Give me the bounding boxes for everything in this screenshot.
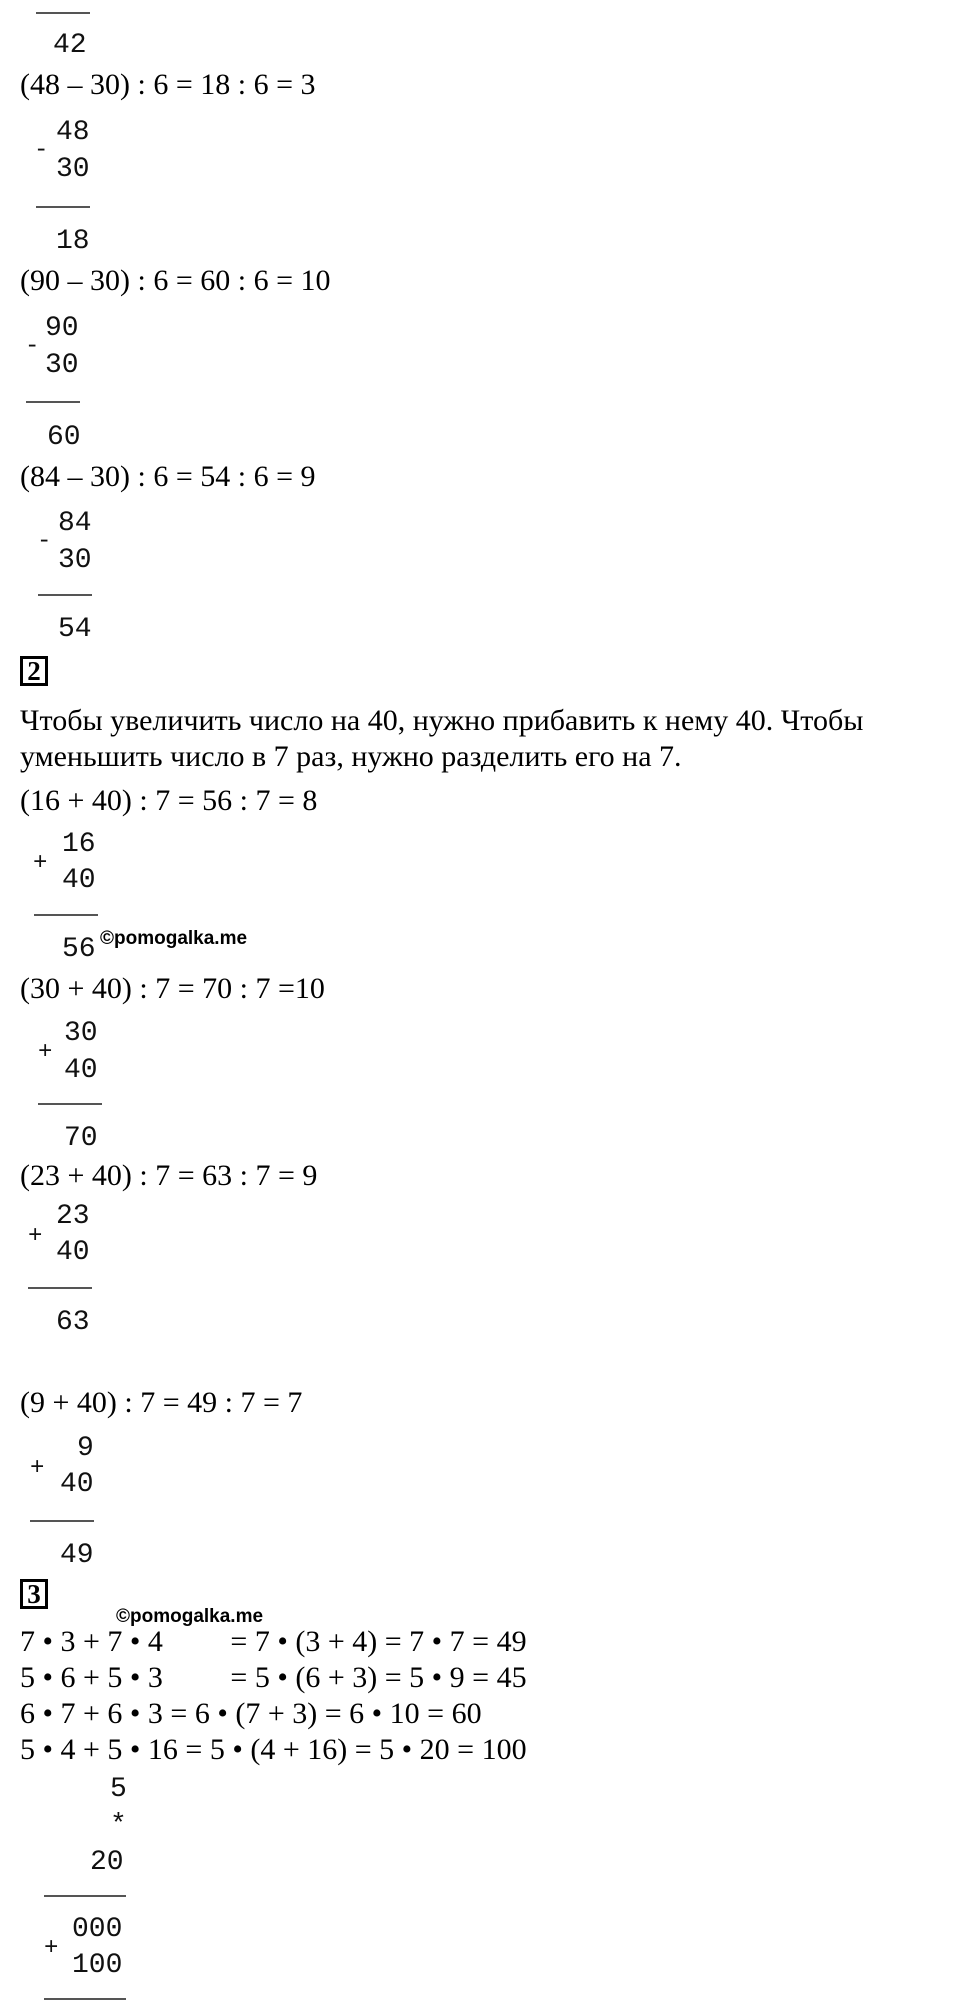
plus-sign: + [33,850,48,877]
rule-top [36,12,90,14]
column-rule [44,1998,126,2000]
plus-sign: + [30,1455,45,1482]
equation-line: 5 • 6 + 5 • 3 = 5 • (6 + 3) = 5 • 9 = 45 [20,1661,527,1694]
column-rule [28,1287,92,1289]
watermark: ©pomogalka.me [116,1606,264,1627]
column-rule [36,206,90,208]
expression-line: (30 + 40) : 7 = 70 : 7 =10 [20,972,325,1005]
column-operand: 84 [58,508,92,539]
column-result: 49 [60,1540,94,1571]
column-result: 18 [56,226,90,257]
plus-sign: + [28,1223,43,1250]
column-operand: 9 [77,1433,94,1464]
plus-sign: + [38,1039,53,1066]
column-operand: 23 [56,1201,90,1232]
expression-line: (84 – 30) : 6 = 54 : 6 = 9 [20,460,316,493]
task-text: Чтобы увеличить число на 40, нужно прибавить к нему 40. Чтобы [20,704,864,737]
equation-line: 7 • 3 + 7 • 4 = 7 • (3 + 4) = 7 • 7 = 49 [20,1625,527,1658]
minus-sign: - [37,528,52,555]
column-rule [44,1895,126,1897]
column-operand: 40 [56,1237,90,1268]
column-operand: 20 [90,1847,124,1878]
task-text: уменьшить число в 7 раз, нужно разделить его на 7. [20,740,682,773]
column-operand: 30 [58,545,92,576]
expression-line: (23 + 40) : 7 = 63 : 7 = 9 [20,1159,318,1192]
column-rule [26,401,80,403]
column-operand: 000 [72,1914,123,1945]
column-result: 42 [53,30,87,61]
expression-line: (9 + 40) : 7 = 49 : 7 = 7 [20,1386,303,1419]
column-operand: 30 [64,1018,98,1049]
column-operand: 16 [62,829,96,860]
column-operand: 40 [60,1469,94,1500]
task-number-badge: 2 [20,656,48,686]
column-rule [34,914,98,916]
column-operand: 30 [56,154,90,185]
expression-line: (16 + 40) : 7 = 56 : 7 = 8 [20,784,318,817]
expression-line: (90 – 30) : 6 = 60 : 6 = 10 [20,264,331,297]
column-operand: 90 [45,313,79,344]
column-operand: 5 [110,1774,127,1805]
column-operand: 30 [45,350,79,381]
column-rule [30,1520,94,1522]
column-result: 56 [62,934,96,965]
column-rule [38,594,92,596]
column-operand: 40 [62,865,96,896]
column-result: 60 [47,422,81,453]
minus-sign: - [25,333,40,360]
multiply-sign: * [110,1810,127,1841]
column-result: 54 [58,614,92,645]
watermark: ©pomogalka.me [100,928,248,949]
plus-sign: + [44,1935,59,1962]
equation-line: 6 • 7 + 6 • 3 = 6 • (7 + 3) = 6 • 10 = 60 [20,1697,482,1730]
column-rule [38,1103,102,1105]
column-result: 63 [56,1307,90,1338]
column-result: 70 [64,1123,98,1154]
column-operand: 40 [64,1055,98,1086]
task-number-badge: 3 [20,1579,48,1609]
column-operand: 100 [72,1950,123,1981]
expression-line: (48 – 30) : 6 = 18 : 6 = 3 [20,68,316,101]
equation-line: 5 • 4 + 5 • 16 = 5 • (4 + 16) = 5 • 20 = 100 [20,1733,527,1766]
minus-sign: - [34,137,49,164]
column-operand: 48 [56,117,90,148]
